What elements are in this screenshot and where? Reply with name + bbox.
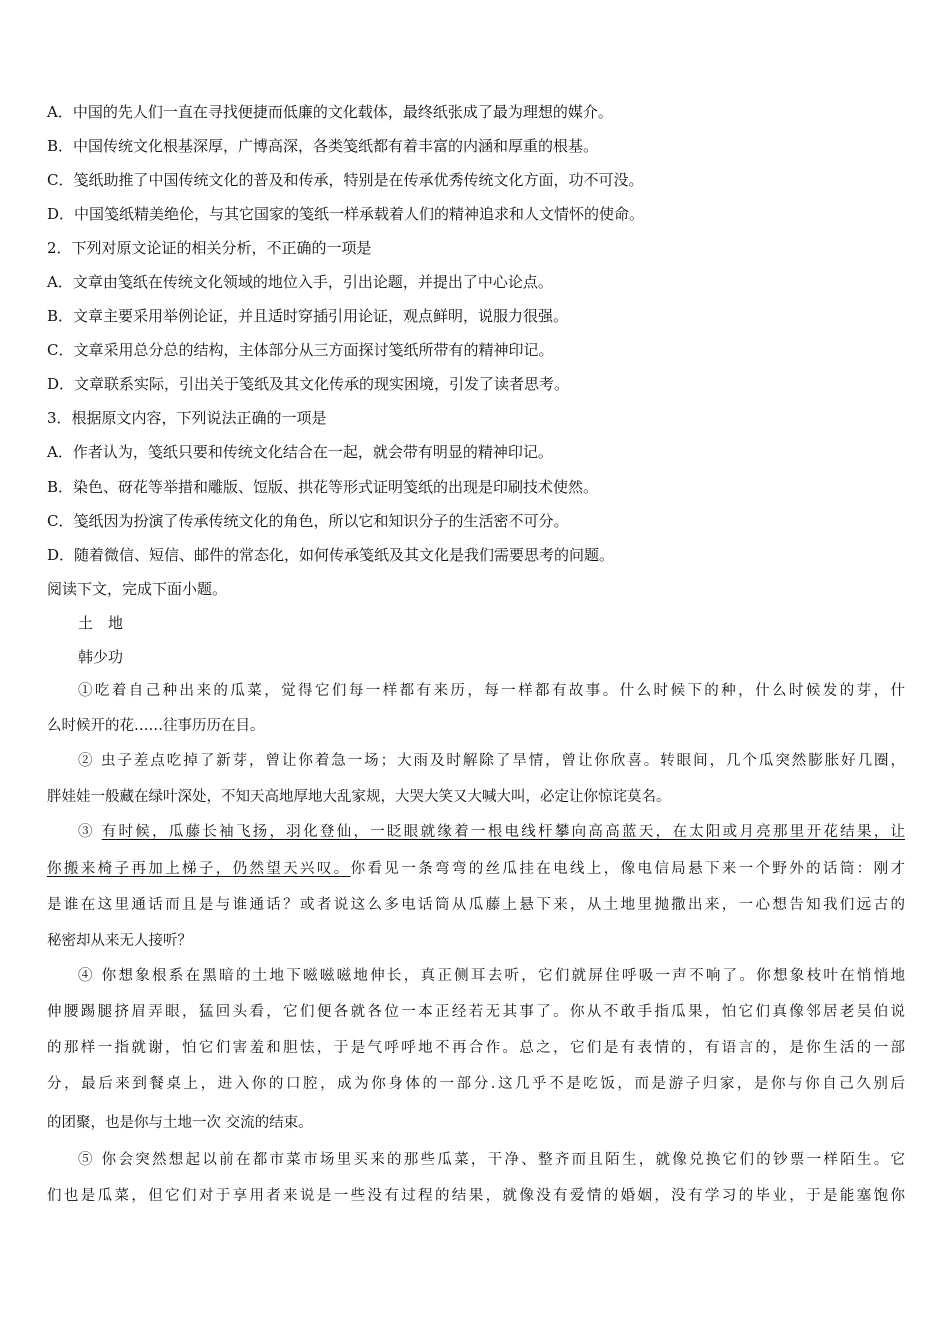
underlined-sentence-part-2: 你搬来椅子再加上梯子，仍然望天兴叹。: [47, 861, 351, 877]
q2-option-a: A．文章由笺纸在传统文化领域的地位入手，引出论题，并提出了中心论点。: [47, 273, 553, 291]
paragraph-4-line-5: 的团聚，也是你与土地一次 交流的结束。: [47, 1115, 313, 1131]
paragraph-4-line-2: 伸腰踢腿挤眉弄眼，猛回头看，它们便各就各位一本正经若无其事了。你从不敢手指瓜果，怕它们真像邻居老吴伯说: [47, 1004, 905, 1020]
q2-stem: 2．下列对原文论证的相关分析，不正确的一项是: [47, 239, 372, 257]
paragraph-2-line-2: 胖娃娃一般藏在绿叶深处，不知天高地厚地大乱家规，大哭大笑又大喊大叫，必定让你惊诧莫名。: [47, 789, 671, 805]
q1-option-a: A．中国的先人们一直在寻找便捷而低廉的文化载体，最终纸张成了最为理想的媒介。: [47, 103, 613, 121]
q3-stem: 3．根据原文内容，下列说法正确的一项是: [47, 409, 327, 427]
q2-option-d: D．文章联系实际，引出关于笺纸及其文化传承的现实困境，引发了读者思考。: [47, 375, 570, 393]
q1-option-c: C．笺纸助推了中国传统文化的普及和传承，特别是在传承优秀传统文化方面，功不可没。: [47, 171, 644, 189]
paragraph-1-line-2: 么时候开的花……往事历历在目。: [47, 718, 265, 734]
q3-option-b: B．染色、砑花等举措和雕版、饾版、拱花等形式证明笺纸的出现是印刷技术使然。: [47, 478, 599, 496]
q3-option-c: C．笺纸因为扮演了传承传统文化的角色，所以它和知识分子的生活密不可分。: [47, 512, 569, 530]
paragraph-3-line-3: 是谁在这里通话而且是与谁通话？或者说这么多电话筒从瓜藤上悬下来，从土地里抛撒出来，一心想告知我们远古的: [47, 897, 905, 913]
paragraph-5-line-2: 们也是瓜菜，但它们对于享用者来说是一些没有过程的结果，就像没有爱情的婚姻，没有学习的毕业，于是能塞饱你: [47, 1188, 905, 1204]
paragraph-3-line-2: [47, 859, 905, 879]
q3-option-a: A．作者认为，笺纸只要和传统文化结合在一起，就会带有明显的精神印记。: [47, 443, 553, 461]
paragraph-5-line-1: ⑤ 你会突然想起以前在都市菜市场里买来的那些瓜菜，干净、整齐而且陌生，就像兑换它们的钞票一样陌生。它: [78, 1152, 905, 1168]
underlined-sentence-part-1: 有时候，瓜藤长袖飞扬，羽化登仙，一眨眼就缘着一根电线杆攀向高高蓝天，在太阳或月亮那里开花结果，让: [101, 824, 906, 840]
paragraph-2-line-1: ② 虫子差点吃掉了新芽，曾让你着急一场；大雨及时解除了旱情，曾让你欣喜。转眼间，几个瓜突然膨胀好几圈，: [78, 753, 905, 769]
reading-instruction: 阅读下文，完成下面小题。: [47, 580, 228, 598]
paragraph-4-line-3: 的那样一指就谢，怕它们害羞和胆怯，于是气呼呼地不再合作。总之，它们是有表情的，有语言的，是你生活的一部: [47, 1040, 905, 1056]
passage-title: 土 地: [78, 614, 124, 632]
paragraph-4-line-4: 分，最后来到餐桌上，进入你的口腔，成为你身体的一部分.这几乎不是吃饭，而是游子归家，是你与你自己久别后: [47, 1076, 905, 1092]
paragraph-3-line-2-rest: 你看见一条弯弯的丝瓜挂在电线上，像电信局悬下来一个野外的话筒：刚才: [350, 861, 906, 877]
passage-author: 韩少功: [78, 648, 124, 666]
q1-option-b: B．中国传统文化根基深厚，广博高深，各类笺纸都有着丰富的内涵和厚重的根基。: [47, 137, 599, 155]
q1-option-d: D．中国笺纸精美绝伦，与其它国家的笺纸一样承载着人们的精神追求和人文情怀的使命。: [47, 205, 645, 223]
paragraph-1-line-1: ①吃着自己种出来的瓜菜，觉得它们每一样都有来历，每一样都有故事。什么时候下的种，什么时候发的芽，什: [78, 683, 905, 699]
q2-option-c: C．文章采用总分总的结构，主体部分从三方面探讨笺纸所带有的精神印记。: [47, 341, 554, 359]
q2-option-b: B．文章主要采用举例论证，并且适时穿插引用论证，观点鲜明，说服力很强。: [47, 307, 569, 325]
paragraph-3-line-1: [78, 822, 905, 842]
paragraph-3-line-4: 秘密却从来无人接听？: [47, 933, 192, 949]
paragraph-3-number: ③: [78, 824, 102, 840]
paragraph-4-line-1: ④ 你想象根系在黑暗的土地下嗞嗞嗞地伸长，真正侧耳去听，它们就屏住呼吸一声不响了。你想象枝叶在悄悄地: [78, 968, 905, 984]
q3-option-d: D．随着微信、短信、邮件的常态化，如何传承笺纸及其文化是我们需要思考的问题。: [47, 546, 615, 564]
